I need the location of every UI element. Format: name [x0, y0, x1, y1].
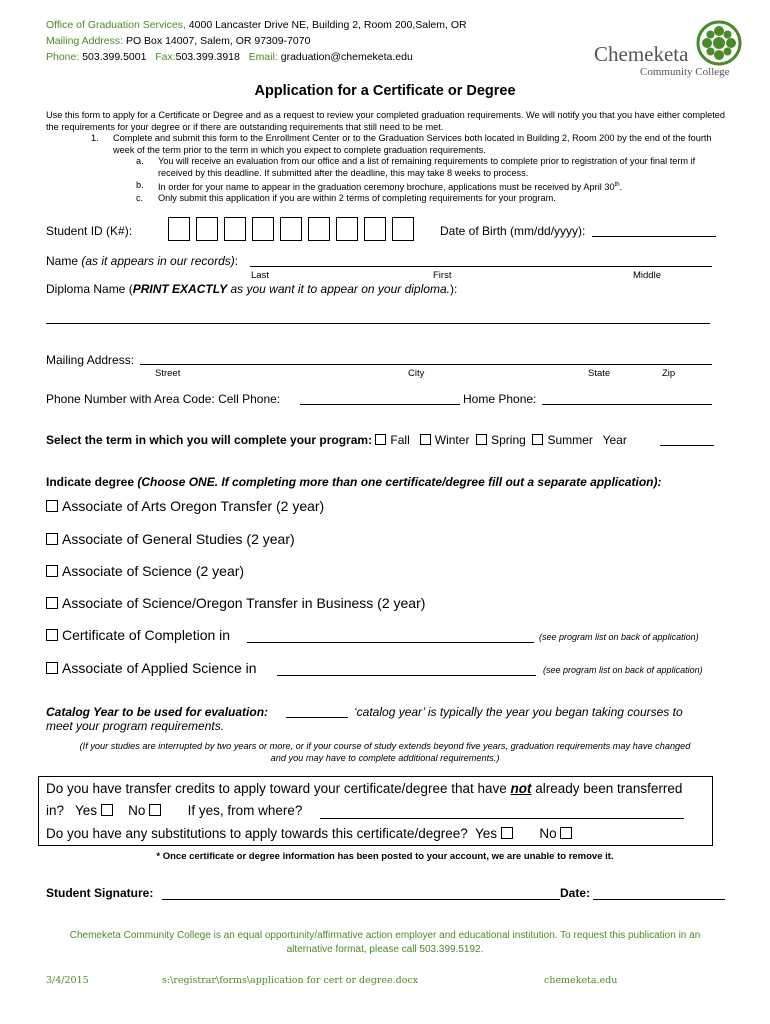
term-summer-checkbox[interactable]	[532, 434, 543, 445]
contact-line	[46, 50, 413, 64]
catalog-note-2: and you may have to complete additional requirements.)	[270, 753, 500, 763]
term-year-field[interactable]	[660, 445, 714, 446]
diploma-name-label	[46, 282, 457, 296]
home-phone-field[interactable]	[542, 404, 712, 405]
transfer-in: in?	[46, 803, 65, 818]
home-phone-label: Home Phone:	[463, 392, 537, 406]
term-summer-label: Summer	[547, 433, 593, 447]
degree-label-a: Indicate degree	[46, 475, 138, 489]
transfer-q1-c: already been transferred	[531, 781, 683, 796]
intro-sup: th	[614, 181, 620, 188]
signature-date-field[interactable]	[593, 899, 725, 900]
diploma-label-a: Diploma Name (	[46, 282, 133, 296]
term-winter-checkbox[interactable]	[420, 434, 431, 445]
intro-item-a-text: You will receive an evaluation from our office and a list of remaining requirements to complete prior to registration of your final term if received by this deadline. If submitted after the deadline, this may take 8 weeks to process.	[158, 156, 696, 178]
catalog-explain-2: meet your program requirements.	[46, 719, 225, 733]
fax-value: 503.399.3918	[175, 51, 240, 63]
dob-field[interactable]	[592, 236, 716, 237]
student-id-box[interactable]	[280, 217, 302, 241]
logo-subtitle: Community College	[640, 66, 730, 78]
student-id-box[interactable]	[336, 217, 358, 241]
mailing-line	[46, 34, 310, 48]
transfer-no-checkbox[interactable]	[149, 804, 161, 816]
aas-see-list-note: (see program list on back of application)	[543, 665, 703, 675]
degree-as-label: Associate of Science (2 year)	[62, 563, 245, 579]
term-fall-label: Fall	[390, 433, 410, 447]
footer-date: 3/4/2015	[46, 975, 89, 986]
degree-option-asot-business	[46, 595, 425, 611]
signature-date-label: Date:	[560, 886, 591, 900]
intro-b-end: .	[619, 181, 623, 192]
degree-asot-business-label: Associate of Science/Oregon Transfer in Business (2 year)	[62, 595, 426, 611]
office-address: 4000 Lancaster Drive NE, Building 2, Room 200,Salem, OR	[188, 19, 467, 31]
term-winter-label: Winter	[434, 433, 470, 447]
phone-value: 503.399.5001	[82, 51, 147, 63]
intro-item-1-text: Complete and submit this form to the Enrollment Center or to the Graduation Services both located in Building 2, Room 200 by the end of the fourth week of the term prior to the term in which you expect to complete graduation requirements.	[113, 133, 712, 155]
office-line	[46, 18, 467, 32]
intro-mark-b: b.	[136, 179, 144, 190]
fax-label: Fax:	[155, 51, 176, 63]
intro-text	[46, 110, 726, 205]
degree-certificate-checkbox[interactable]	[46, 629, 58, 641]
name-middle-label: Middle	[633, 270, 661, 281]
transfer-answer-row	[46, 803, 302, 818]
student-id-box[interactable]	[252, 217, 274, 241]
student-id-box[interactable]	[168, 217, 190, 241]
intro-item-b	[46, 180, 726, 194]
student-id-box[interactable]	[308, 217, 330, 241]
term-label: Select the term in which you will complete your program:	[46, 433, 373, 447]
footer-website[interactable]: chemeketa.edu	[544, 975, 618, 986]
name-field[interactable]	[250, 266, 712, 267]
aas-program-field[interactable]	[277, 675, 536, 676]
catalog-year-field[interactable]	[286, 717, 348, 718]
footer-file-path: s:\registrar\forms\application for cert or degree.docx	[162, 975, 419, 986]
diploma-label-b: PRINT EXACTLY	[132, 282, 228, 296]
cell-phone-label: Phone Number with Area Code: Cell Phone:	[46, 392, 281, 406]
intro-item-a	[46, 156, 726, 179]
intro-mark-a: a.	[136, 156, 144, 167]
substitution-no-label: No	[539, 826, 557, 841]
logo-emblem-icon	[696, 20, 742, 66]
cell-phone-field[interactable]	[300, 404, 460, 405]
intro-number-1: 1.	[91, 133, 99, 144]
transfer-where-field[interactable]	[320, 818, 684, 819]
logo-name: Chemeketa	[594, 42, 689, 66]
catalog-year-row	[46, 705, 268, 719]
office-label: Office of Graduation Services,	[46, 19, 186, 31]
intro-item-c	[46, 193, 726, 205]
term-fall-checkbox[interactable]	[375, 434, 386, 445]
intro-paragraph: Use this form to apply for a Certificate or Degree and as a request to review your completed graduation requirements. We will notify you that you have either completed the requirements for your degree or if there are outstanding requirements that still need to be met.	[46, 110, 726, 132]
eeo-statement-2: alternative format, please call 503.399.5192.	[286, 944, 484, 955]
mailing-address: PO Box 14007, Salem, OR 97309-7070	[125, 35, 311, 47]
degree-aaot-checkbox[interactable]	[46, 500, 58, 512]
transfer-q1-a: Do you have transfer credits to apply toward your certificate/degree that have	[46, 781, 511, 796]
name-last-label: Last	[251, 270, 269, 281]
catalog-explain: ‘catalog year’ is typically the year you began taking courses to	[354, 705, 683, 719]
name-label-c: :	[234, 254, 239, 268]
email-label: Email:	[248, 51, 278, 63]
intro-item-b-text: In order for your name to appear in the graduation ceremony brochure, applications must be received by April 30	[158, 181, 615, 192]
street-label: Street	[155, 368, 181, 379]
degree-option-as	[46, 563, 244, 579]
degree-option-aaot	[46, 498, 324, 514]
transfer-no-label: No	[128, 803, 146, 818]
state-label: State	[588, 368, 611, 379]
diploma-name-field[interactable]	[46, 323, 710, 324]
intro-item-1	[46, 133, 726, 156]
catalog-year-label: Catalog Year to be used for evaluation:	[46, 705, 269, 719]
transfer-yes-checkbox[interactable]	[101, 804, 113, 816]
degree-label-b: (Choose ONE. If completing more than one certificate/degree fill out a separate application):	[137, 475, 662, 489]
mailing-label: Mailing Address:	[46, 35, 124, 47]
substitution-no-checkbox[interactable]	[560, 827, 572, 839]
student-id-box[interactable]	[196, 217, 218, 241]
eeo-statement-1: Chemeketa Community College is an equal opportunity/affirmative action employer and educational institution. To request this publication in an	[69, 930, 701, 941]
substitution-yes-checkbox[interactable]	[501, 827, 513, 839]
name-label-a: Name	[46, 254, 82, 268]
term-spring-label: Spring	[491, 433, 526, 447]
name-label-b: (as it appears in our records)	[81, 254, 235, 268]
city-label: City	[408, 368, 425, 379]
dob-label: Date of Birth (mm/dd/yyyy):	[440, 224, 586, 238]
diploma-label-c: as you want it to appear on your diploma.	[227, 282, 450, 296]
zip-label: Zip	[662, 368, 676, 379]
signature-field[interactable]	[162, 899, 560, 900]
degree-option-ags	[46, 531, 295, 547]
term-spring-checkbox[interactable]	[476, 434, 487, 445]
degree-as-checkbox[interactable]	[46, 565, 58, 577]
degree-aas-checkbox[interactable]	[46, 662, 58, 674]
term-row	[46, 433, 627, 447]
term-year-label: Year	[602, 433, 627, 447]
degree-instruction	[46, 475, 661, 489]
degree-aaot-label: Associate of Arts Oregon Transfer (2 year)	[62, 498, 325, 514]
intro-mark-c: c.	[136, 193, 144, 204]
certificate-program-field[interactable]	[247, 642, 534, 643]
signature-label: Student Signature:	[46, 886, 154, 900]
student-id-box[interactable]	[224, 217, 246, 241]
substitution-yes-label: Yes	[475, 826, 498, 841]
certificate-see-list-note: (see program list on back of application)	[539, 632, 699, 642]
phone-label: Phone:	[46, 51, 80, 63]
warning-note: * Once certificate or degree information has been posted to your account, we are unable to remove it.	[156, 851, 614, 862]
page-title: Application for a Certificate or Degree	[254, 83, 516, 99]
transfer-q1-not: not	[510, 781, 532, 796]
student-id-label: Student ID (K#):	[46, 224, 133, 238]
name-label	[46, 254, 238, 268]
substitution-row	[46, 826, 576, 841]
degree-aas-label: Associate of Applied Science in	[62, 660, 257, 676]
catalog-note-1: (If your studies are interrupted by two years or more, or if your course of study extends beyond five years, graduation requirements may have changed	[79, 741, 691, 751]
degree-ags-label: Associate of General Studies (2 year)	[62, 531, 295, 547]
student-id-box[interactable]	[364, 217, 386, 241]
transfer-yes-label: Yes	[75, 803, 98, 818]
transfer-where-label: If yes, from where?	[187, 803, 303, 818]
mailing-address-field[interactable]	[140, 364, 712, 365]
degree-certificate-label: Certificate of Completion in	[62, 627, 231, 643]
degree-ags-checkbox[interactable]	[46, 533, 58, 545]
student-id-box[interactable]	[392, 217, 414, 241]
diploma-label-d: ):	[449, 282, 458, 296]
substitution-question: Do you have any substitutions to apply towards this certificate/degree?	[46, 826, 468, 841]
mailing-address-label: Mailing Address:	[46, 353, 135, 367]
name-first-label: First	[433, 270, 452, 281]
degree-asot-business-checkbox[interactable]	[46, 597, 58, 609]
degree-option-certificate	[46, 627, 230, 643]
email-value: graduation@chemeketa.edu	[280, 51, 413, 63]
intro-item-c-text: Only submit this application if you are within 2 terms of completing requirements for your program.	[158, 193, 556, 204]
transfer-question	[46, 781, 682, 796]
degree-option-aas	[46, 660, 257, 676]
